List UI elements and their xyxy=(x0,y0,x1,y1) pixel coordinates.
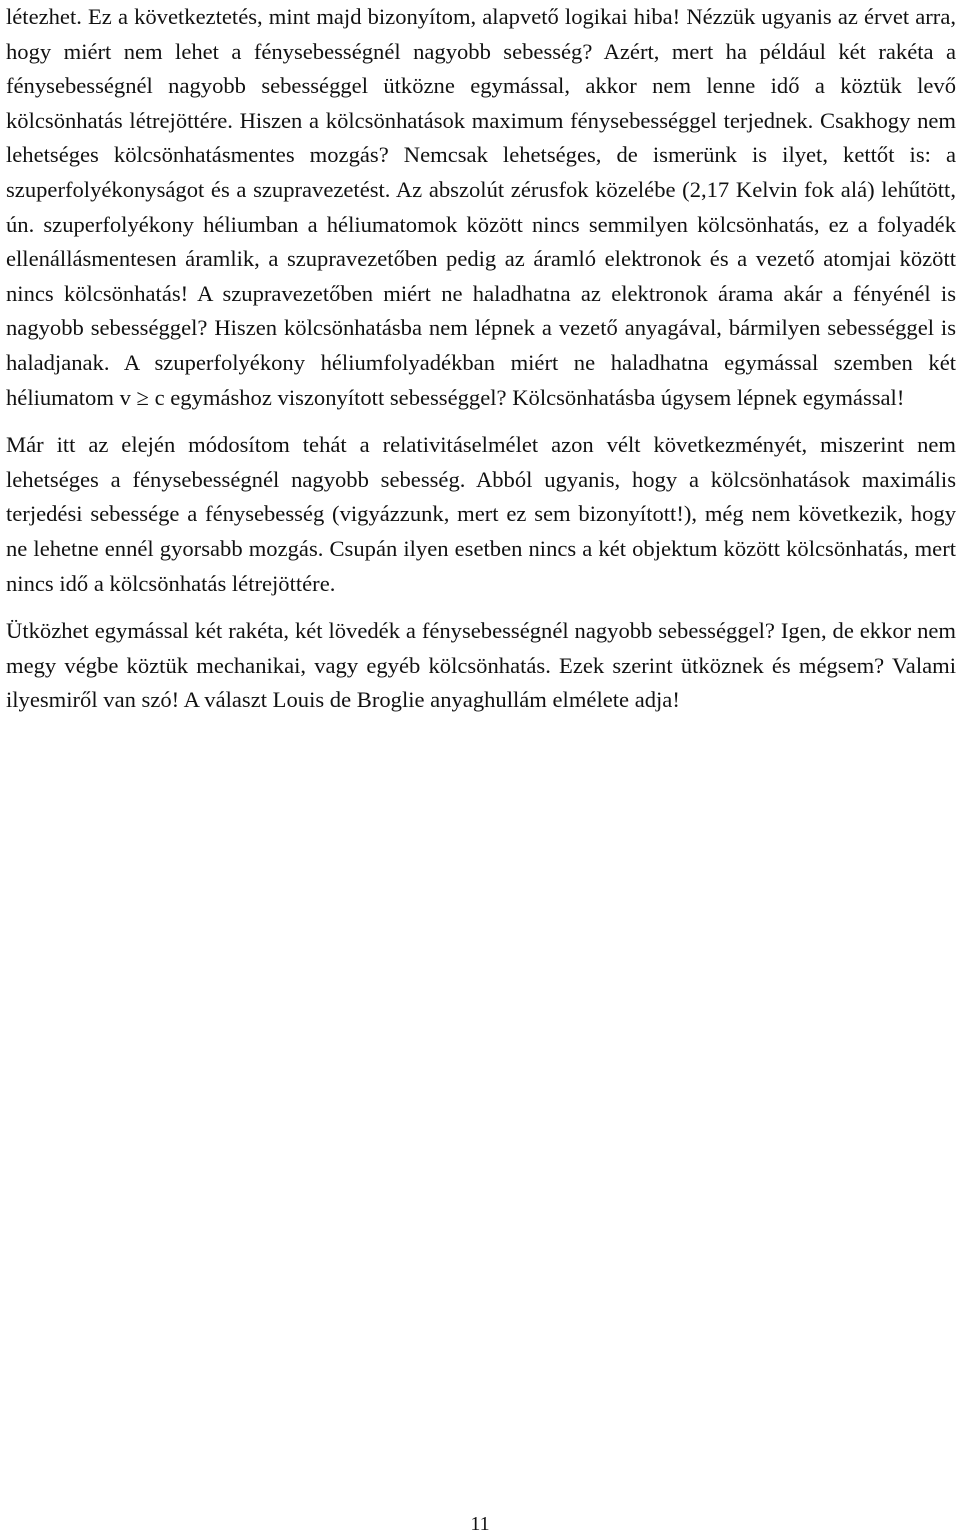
body-text xyxy=(6,0,956,718)
paragraph: Ütközhet egymással két rakéta, két lövedék a fénysebességnél nagyobb sebességgel? Igen, de ekkor nem megy végbe köztük mechanikai, vagy egyéb kölcsönhatás. Ezek szerint ütköznek és mégsem? Valami ilyesmiről van szó! A választ Louis de Broglie anyaghullám elmélete adja! xyxy=(6,618,956,713)
page-number: 11 xyxy=(470,1513,490,1535)
paragraph: Már itt az elején módosítom tehát a relativitáselmélet azon vélt következményét, miszerint nem lehetséges a fénysebességnél nagyobb sebesség. Abból ugyanis, hogy a kölcsönhatások maximális terjedési sebessége a fénysebesség (vigyázzunk, mert ez sem bizonyított!), még nem következik, hogy ne lehetne ennél gyorsabb mozgás. Csupán ilyen esetben nincs a két objektum között kölcsönhatás, mert nincs idő a kölcsönhatás létrejöttére. xyxy=(6,432,956,596)
paragraph: létezhet. Ez a következtetés, mint majd bizonyítom, alapvető logikai hiba! Nézzük ugyanis az érvet arra, hogy miért nem lehet a fénysebességnél nagyobb sebesség? Azért, mert ha például két rakéta a fénysebességnél nagyobb sebességgel ütközne egymással, akkor nem lenne idő a köztük levő kölcsönhatás létrejöttére. Hiszen a kölcsönhatások maximum fénysebességgel terjednek. Csakhogy nem lehetséges kölcsönhatásmentes mozgás? Nemcsak lehetséges, de ismerünk is ilyet, kettőt is: a szuperfolyékonyságot és a szupravezetést. Az abszolút zérusfok közelébe (2,17 Kelvin fok alá) lehűtött, ún. szuperfolyékony héliumban a héliumatomok között nincs semmilyen kölcsönhatás, ez a folyadék ellenállásmentesen áramlik, a szupravezetőben pedig az áramló elektronok és a vezető atomjai között nincs kölcsönhatás! A szupravezetőben miért ne haladhatna az elektronok árama akár a fényénél is nagyobb sebességgel? Hiszen kölcsönhatásba nem lépnek a vezető anyagával, bármilyen sebességgel is haladjanak. A szuperfolyékony héliumfolyadékban miért ne haladhatna egymással szemben két héliumatom v ≥ c egymáshoz viszonyított sebességgel? Kölcsönhatásba úgysem lépnek egymással! xyxy=(6,4,956,410)
